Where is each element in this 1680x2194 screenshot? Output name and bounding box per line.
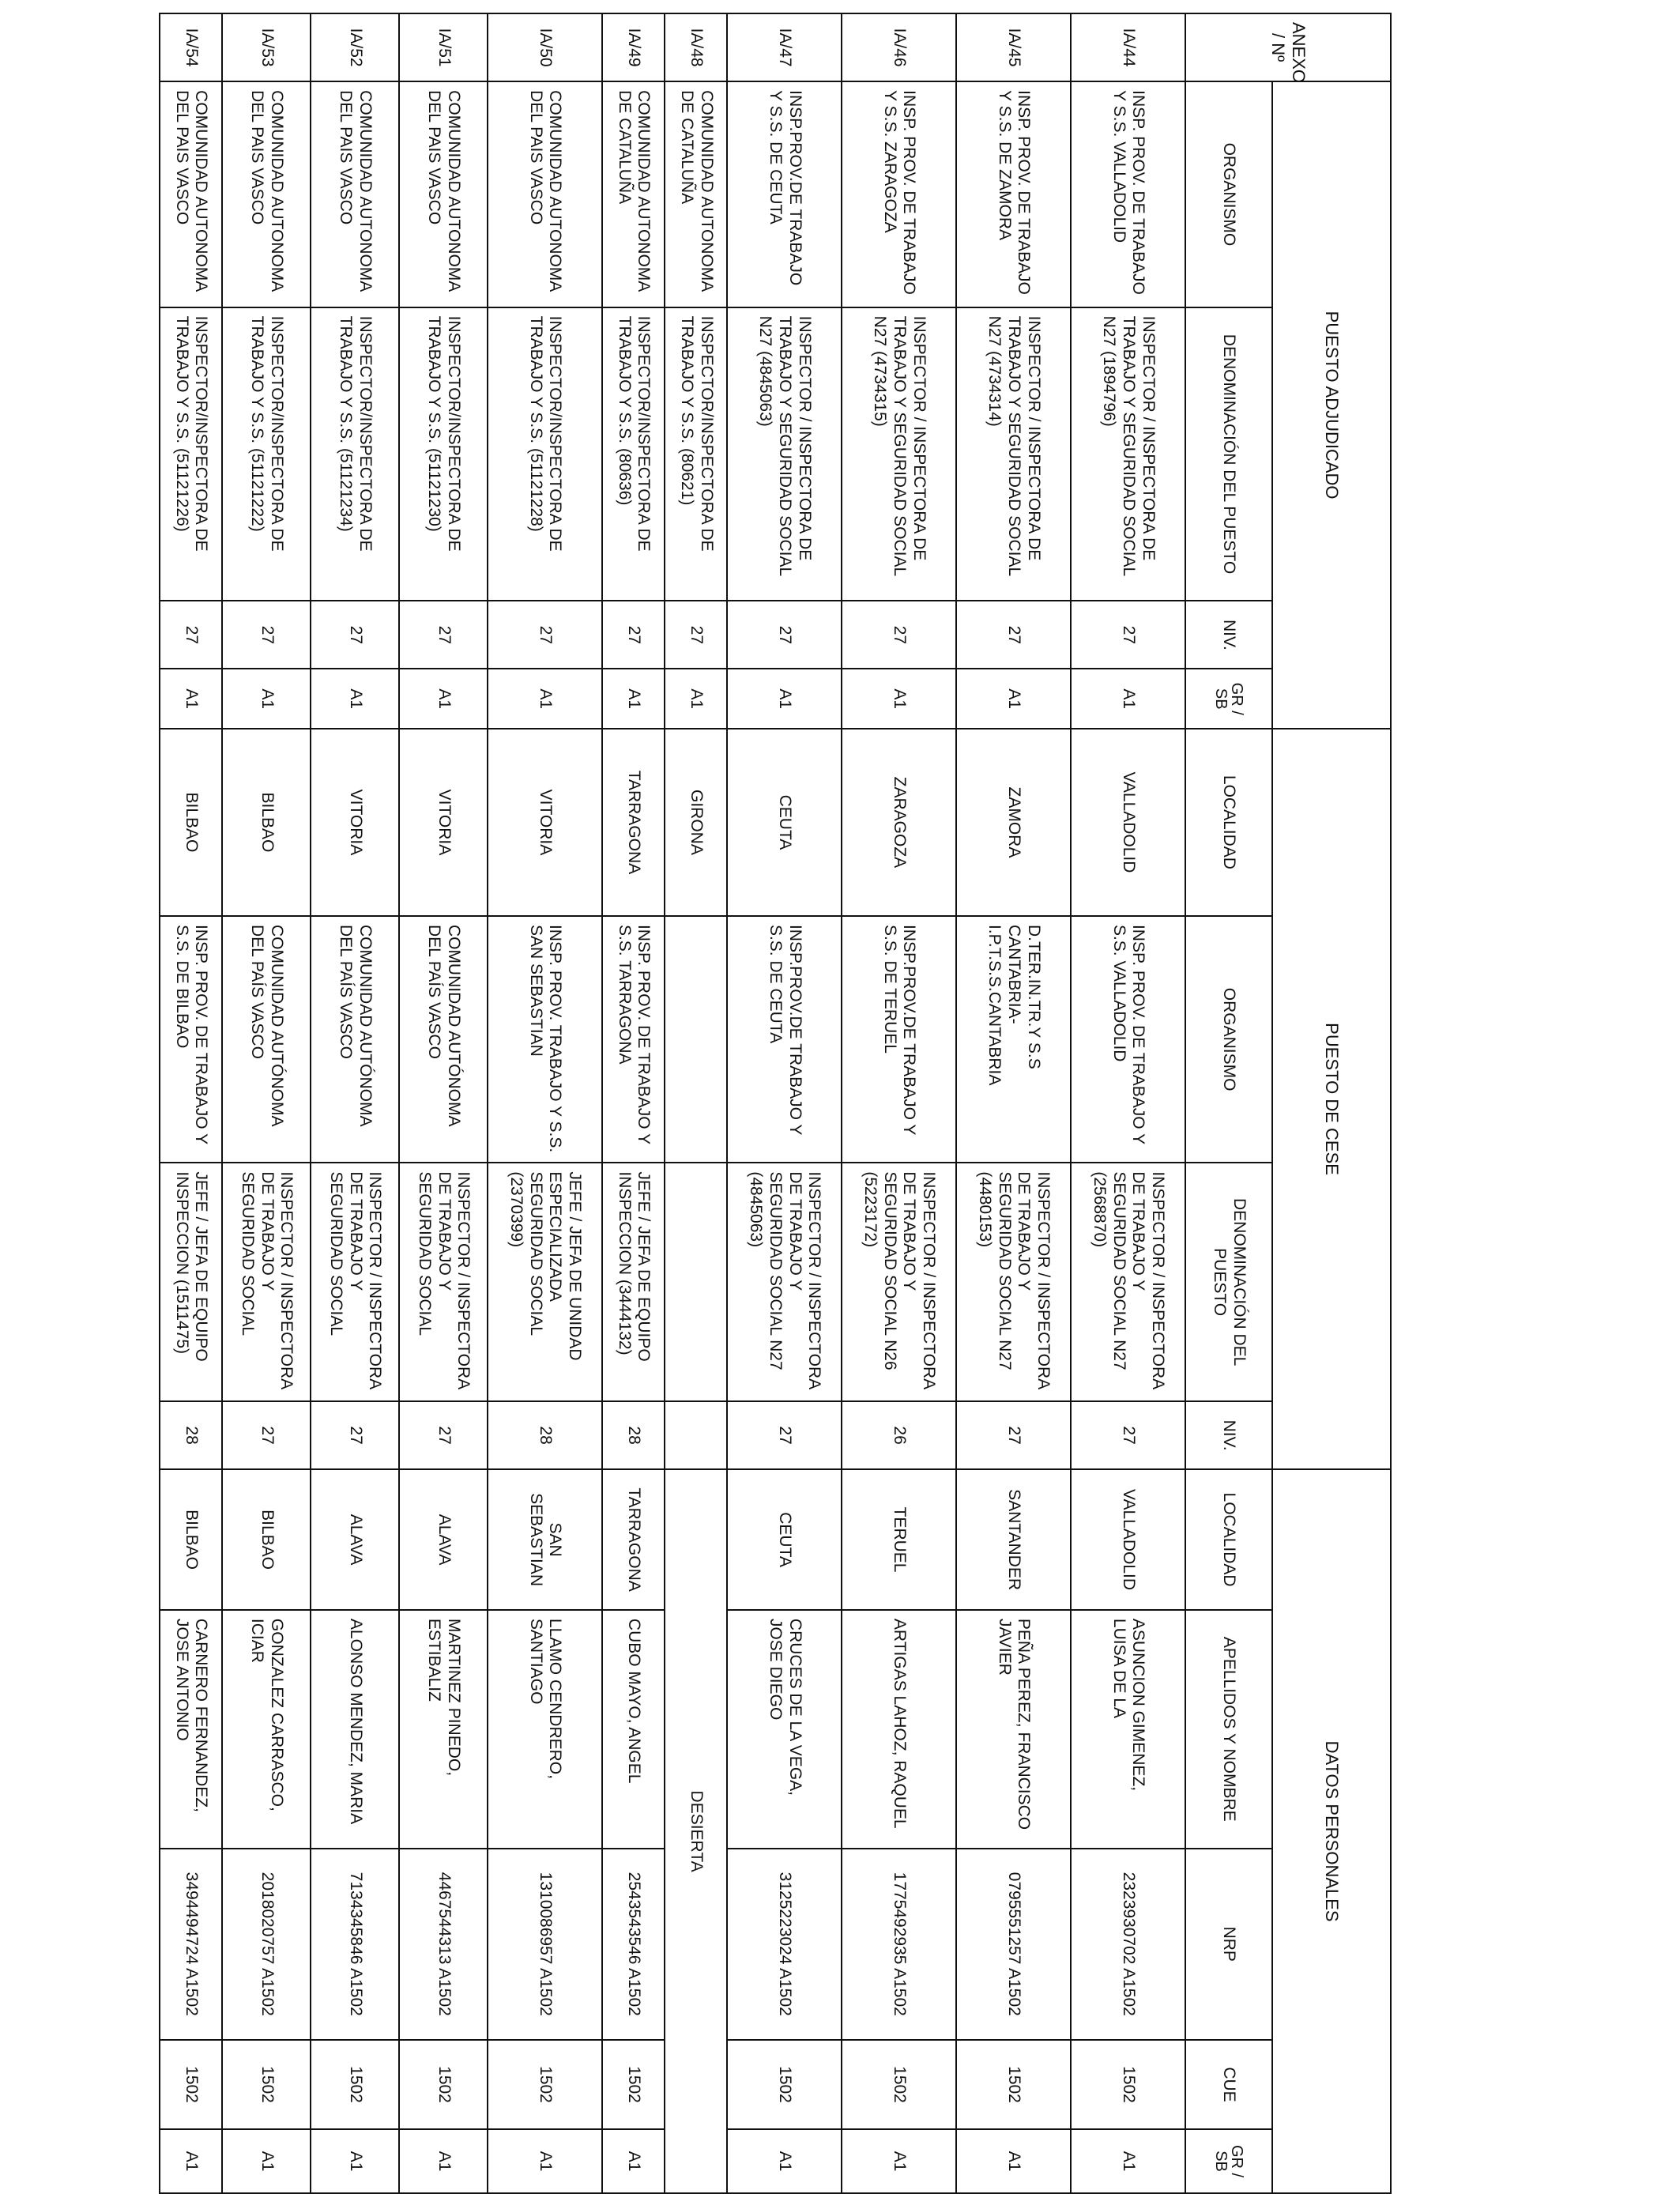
anexo-cell: IA/51 <box>399 13 488 81</box>
pers-grsb-cell: A1 <box>842 2129 956 2193</box>
cese-denominacion-cell: INSPECTOR / INSPECTORA DE TRABAJO Y SEGURIDAD SOCIAL <box>222 1163 311 1401</box>
puesto-cese-header: PUESTO DE CESE <box>1272 729 1391 1469</box>
col-adj-niv: NIV. <box>1185 601 1272 669</box>
table-row <box>956 13 1071 2193</box>
pers-grsb-cell: A1 <box>222 2129 311 2193</box>
pers-nrp-cell: 0795551257 A1502 <box>956 1849 1071 2040</box>
col-pers-nombre: APELLIDOS Y NOMBRE <box>1185 1610 1272 1849</box>
pers-nombre-cell: ALONSO MENDEZ, MARIA <box>311 1610 399 1849</box>
cese-niv-cell: 27 <box>399 1401 488 1469</box>
cese-denominacion-cell: INSPECTOR / INSPECTORA DE TRABAJO Y SEGURIDAD SOCIAL N27 (4845063) <box>727 1163 842 1401</box>
pers-nrp-cell: 1310086957 A1502 <box>488 1849 602 2040</box>
cese-organismo-cell: INSP. PROV. TRABAJO Y S.S. SAN SEBASTIAN <box>488 916 602 1163</box>
pers-localidad-cell: SAN SEBASTIAN <box>488 1469 602 1610</box>
anexo-cell: IA/49 <box>602 13 665 81</box>
col-cese-niv: NIV. <box>1185 1401 1272 1469</box>
pers-nrp-cell: 2543543546 A1502 <box>602 1849 665 2040</box>
pers-nombre-cell: PEÑA PEREZ, FRANCISCO JAVIER <box>956 1610 1071 1849</box>
cese-niv-cell <box>665 1401 727 1469</box>
cese-localidad-cell: VITORIA <box>399 729 488 916</box>
col-adj-denominacion: DENOMINACIÓN DEL PUESTO <box>1185 307 1272 601</box>
adj-grsb-cell: A1 <box>160 669 222 728</box>
cese-organismo-cell: INSP. PROV. DE TRABAJO Y S.S. DE BILBAO <box>160 916 222 1163</box>
adj-organismo-cell: COMUNIDAD AUTONOMA DE CATALUÑA <box>665 81 727 307</box>
adj-niv-cell: 27 <box>842 601 956 669</box>
pers-cue-cell: 1502 <box>488 2040 602 2129</box>
cese-denominacion-cell: JEFE / JEFA DE EQUIPO INSPECCION (1511475) <box>160 1163 222 1401</box>
pers-localidad-cell: TERUEL <box>842 1469 956 1610</box>
adj-organismo-cell: COMUNIDAD AUTONOMA DEL PAIS VASCO <box>399 81 488 307</box>
col-cese-organismo: ORGANISMO <box>1185 916 1272 1163</box>
adj-grsb-cell: A1 <box>1071 669 1185 728</box>
desierta-cell: DESIERTA <box>665 1469 727 2193</box>
adj-denominacion-cell: INSPECTOR/INSPECTORA DE TRABAJO Y S.S. (80636) <box>602 307 665 601</box>
cese-denominacion-cell: INSPECTOR / INSPECTORA DE TRABAJO Y SEGURIDAD SOCIAL N27 (2568870) <box>1071 1163 1185 1401</box>
pers-localidad-cell: ALAVA <box>311 1469 399 1610</box>
adj-niv-cell: 27 <box>399 601 488 669</box>
pers-cue-cell: 1502 <box>956 2040 1071 2129</box>
pers-localidad-cell: BILBAO <box>160 1469 222 1610</box>
pers-nombre-cell: LLAMO CENDRERO, SANTIAGO <box>488 1610 602 1849</box>
pers-grsb-cell: A1 <box>727 2129 842 2193</box>
pers-cue-cell: 1502 <box>602 2040 665 2129</box>
table-row <box>160 13 222 2193</box>
table-row <box>399 13 488 2193</box>
cese-denominacion-cell: JEFE / JEFA DE UNIDAD ESPECIALIZADA SEGURIDAD SOCIAL (2370399) <box>488 1163 602 1401</box>
pers-nombre-cell: CARNERO FERNANDEZ, JOSE ANTONIO <box>160 1610 222 1849</box>
cese-localidad-cell: TARRAGONA <box>602 729 665 916</box>
adj-grsb-cell: A1 <box>488 669 602 728</box>
pers-cue-cell: 1502 <box>399 2040 488 2129</box>
cese-niv-cell: 27 <box>956 1401 1071 1469</box>
adj-denominacion-cell: INSPECTOR/INSPECTORA DE TRABAJO Y S.S. (51121230) <box>399 307 488 601</box>
adj-grsb-cell: A1 <box>222 669 311 728</box>
cese-denominacion-cell: INSPECTOR / INSPECTORA DE TRABAJO Y SEGURIDAD SOCIAL <box>311 1163 399 1401</box>
adj-denominacion-cell: INSPECTOR/INSPECTORA DE TRABAJO Y S.S. (80621) <box>665 307 727 601</box>
cese-niv-cell: 27 <box>311 1401 399 1469</box>
adj-organismo-cell: COMUNIDAD AUTONOMA DEL PAIS VASCO <box>160 81 222 307</box>
adj-organismo-cell: COMUNIDAD AUTONOMA DEL PAIS VASCO <box>488 81 602 307</box>
pers-localidad-cell: SANTANDER <box>956 1469 1071 1610</box>
puesto-adjudicado-header: PUESTO ADJUDICADO <box>1272 81 1391 729</box>
table-row <box>488 13 602 2193</box>
pers-nombre-cell: CRUCES DE LA VEGA, JOSE DIEGO <box>727 1610 842 1849</box>
anexo-cell: IA/45 <box>956 13 1071 81</box>
cese-organismo-cell: INSP. PROV. DE TRABAJO Y S.S. VALLADOLID <box>1071 916 1185 1163</box>
anexo-cell: IA/54 <box>160 13 222 81</box>
pers-localidad-cell: ALAVA <box>399 1469 488 1610</box>
adj-denominacion-cell: INSPECTOR / INSPECTORA DE TRABAJO Y SEGURIDAD SOCIAL N27 (4734314) <box>956 307 1071 601</box>
pers-nombre-cell: GONZALEZ CARRASCO, ICIAR <box>222 1610 311 1849</box>
adj-grsb-cell: A1 <box>399 669 488 728</box>
pers-nombre-cell: MARTINEZ PINEDO, ESTIBALIZ <box>399 1610 488 1849</box>
adj-organismo-cell: INSP. PROV. DE TRABAJO Y S.S. ZARAGOZA <box>842 81 956 307</box>
cese-niv-cell: 27 <box>1071 1401 1185 1469</box>
pers-cue-cell: 1502 <box>160 2040 222 2129</box>
cese-localidad-cell: CEUTA <box>727 729 842 916</box>
anexo-cell: IA/52 <box>311 13 399 81</box>
cese-denominacion-cell <box>665 1163 727 1401</box>
pers-nrp-cell: 1775492935 A1502 <box>842 1849 956 2040</box>
adj-grsb-cell: A1 <box>842 669 956 728</box>
pers-cue-cell: 1502 <box>311 2040 399 2129</box>
adj-niv-cell: 27 <box>1071 601 1185 669</box>
pers-cue-cell: 1502 <box>222 2040 311 2129</box>
pers-grsb-cell: A1 <box>311 2129 399 2193</box>
pers-nrp-cell: 2018020757 A1502 <box>222 1849 311 2040</box>
adj-niv-cell: 27 <box>727 601 842 669</box>
anexo-cell: IA/46 <box>842 13 956 81</box>
cese-niv-cell: 27 <box>222 1401 311 1469</box>
cese-organismo-cell: COMUNIDAD AUTÓNOMA DEL PAÍS VASCO <box>311 916 399 1163</box>
adj-organismo-cell: COMUNIDAD AUTONOMA DE CATALUÑA <box>602 81 665 307</box>
pers-nrp-cell: 4467544313 A1502 <box>399 1849 488 2040</box>
adj-organismo-cell: INSP. PROV. DE TRABAJO Y S.S. DE ZAMORA <box>956 81 1071 307</box>
adj-organismo-cell: INSP.PROV.DE TRABAJO Y S.S. DE CEUTA <box>727 81 842 307</box>
pers-grsb-cell: A1 <box>1071 2129 1185 2193</box>
cese-organismo-cell: COMUNIDAD AUTÓNOMA DEL PAÍS VASCO <box>222 916 311 1163</box>
table-row <box>1071 13 1185 2193</box>
pers-grsb-cell: A1 <box>160 2129 222 2193</box>
pers-grsb-cell: A1 <box>956 2129 1071 2193</box>
col-pers-localidad: LOCALIDAD <box>1185 1469 1272 1610</box>
col-cese-localidad: LOCALIDAD <box>1185 729 1272 916</box>
adj-organismo-cell: INSP. PROV. DE TRABAJO Y S.S. VALLADOLID <box>1071 81 1185 307</box>
cese-localidad-cell: ZAMORA <box>956 729 1071 916</box>
col-adj-organismo: ORGANISMO <box>1185 81 1272 307</box>
cese-organismo-cell: INSP. PROV. DE TRABAJO Y S.S. TARRAGONA <box>602 916 665 1163</box>
pers-nrp-cell: 7134345846 A1502 <box>311 1849 399 2040</box>
cese-organismo-cell: COMUNIDAD AUTÓNOMA DEL PAÍS VASCO <box>399 916 488 1163</box>
cese-localidad-cell: VALLADOLID <box>1071 729 1185 916</box>
adj-niv-cell: 27 <box>602 601 665 669</box>
pers-localidad-cell: CEUTA <box>727 1469 842 1610</box>
table-row <box>602 13 665 2193</box>
cese-niv-cell: 26 <box>842 1401 956 1469</box>
adj-grsb-cell: A1 <box>311 669 399 728</box>
adj-grsb-cell: A1 <box>602 669 665 728</box>
cese-localidad-cell: ZARAGOZA <box>842 729 956 916</box>
pers-cue-cell: 1502 <box>842 2040 956 2129</box>
anexo-cell: IA/44 <box>1071 13 1185 81</box>
adj-denominacion-cell: INSPECTOR/INSPECTORA DE TRABAJO Y S.S. (51121226) <box>160 307 222 601</box>
pers-grsb-cell: A1 <box>488 2129 602 2193</box>
pers-nrp-cell: 3494494724 A1502 <box>160 1849 222 2040</box>
adj-grsb-cell: A1 <box>727 669 842 728</box>
table-row <box>311 13 399 2193</box>
adj-grsb-cell: A1 <box>665 669 727 728</box>
cese-denominacion-cell: INSPECTOR / INSPECTORA DE TRABAJO Y SEGURIDAD SOCIAL <box>399 1163 488 1401</box>
rotated-page <box>159 13 1392 2194</box>
anexo-cell: IA/50 <box>488 13 602 81</box>
anexo-header: ANEXO / Nº <box>1185 13 1391 81</box>
cese-localidad-cell: GIRONA <box>665 729 727 916</box>
col-adj-grsb: GR / SB <box>1185 669 1272 728</box>
adj-denominacion-cell: INSPECTOR/INSPECTORA DE TRABAJO Y S.S. (51121222) <box>222 307 311 601</box>
col-pers-grsb: GR / SB <box>1185 2129 1272 2193</box>
adj-niv-cell: 27 <box>488 601 602 669</box>
adj-denominacion-cell: INSPECTOR / INSPECTORA DE TRABAJO Y SEGURIDAD SOCIAL N27 (4845063) <box>727 307 842 601</box>
cese-denominacion-cell: JEFE / JEFA DE EQUIPO INSPECCION (3444132) <box>602 1163 665 1401</box>
cese-niv-cell: 28 <box>160 1401 222 1469</box>
pers-nombre-cell: CUBO MAYO, ANGEL <box>602 1610 665 1849</box>
table-row <box>222 13 311 2193</box>
adj-niv-cell: 27 <box>222 601 311 669</box>
cese-organismo-cell: INSP.PROV.DE TRABAJO Y S.S. DE TERUEL <box>842 916 956 1163</box>
anexo-cell: IA/48 <box>665 13 727 81</box>
table-row <box>665 13 727 2193</box>
adj-denominacion-cell: INSPECTOR/INSPECTORA DE TRABAJO Y S.S. (51121234) <box>311 307 399 601</box>
col-pers-cue: CUE <box>1185 2040 1272 2129</box>
cese-organismo-cell <box>665 916 727 1163</box>
cese-denominacion-cell: INSPECTOR / INSPECTORA DE TRABAJO Y SEGURIDAD SOCIAL N27 (4480153) <box>956 1163 1071 1401</box>
adj-denominacion-cell: INSPECTOR / INSPECTORA DE TRABAJO Y SEGURIDAD SOCIAL N27 (4734315) <box>842 307 956 601</box>
pers-cue-cell: 1502 <box>727 2040 842 2129</box>
datos-personales-header: DATOS PERSONALES <box>1272 1469 1391 2193</box>
adj-niv-cell: 27 <box>311 601 399 669</box>
col-cese-denominacion: DENOMINACIÓN DEL PUESTO <box>1185 1163 1272 1401</box>
cese-niv-cell: 27 <box>727 1401 842 1469</box>
table-row <box>727 13 842 2193</box>
pers-cue-cell: 1502 <box>1071 2040 1185 2129</box>
cese-localidad-cell: VITORIA <box>311 729 399 916</box>
cese-niv-cell: 28 <box>488 1401 602 1469</box>
adj-grsb-cell: A1 <box>956 669 1071 728</box>
adj-denominacion-cell: INSPECTOR / INSPECTORA DE TRABAJO Y SEGURIDAD SOCIAL N27 (1894796) <box>1071 307 1185 601</box>
pers-nombre-cell: ARTIGAS LAHOZ, RAQUEL <box>842 1610 956 1849</box>
anexo-cell: IA/47 <box>727 13 842 81</box>
adj-niv-cell: 27 <box>160 601 222 669</box>
pers-nrp-cell: 3125223024 A1502 <box>727 1849 842 2040</box>
cese-localidad-cell: BILBAO <box>222 729 311 916</box>
adj-organismo-cell: COMUNIDAD AUTONOMA DEL PAIS VASCO <box>222 81 311 307</box>
pers-grsb-cell: A1 <box>602 2129 665 2193</box>
pers-grsb-cell: A1 <box>399 2129 488 2193</box>
col-pers-nrp: NRP <box>1185 1849 1272 2040</box>
cese-organismo-cell: D.TER.IN.TR.Y S.S CANTABRIA-I.P.T.S.S.CANTABRIA <box>956 916 1071 1163</box>
cese-niv-cell: 28 <box>602 1401 665 1469</box>
cese-localidad-cell: VITORIA <box>488 729 602 916</box>
pers-localidad-cell: TARRAGONA <box>602 1469 665 1610</box>
cese-organismo-cell: INSP.PROV.DE TRABAJO Y S.S. DE CEUTA <box>727 916 842 1163</box>
pers-nrp-cell: 2323930702 A1502 <box>1071 1849 1185 2040</box>
adj-denominacion-cell: INSPECTOR/INSPECTORA DE TRABAJO Y S.S. (51121228) <box>488 307 602 601</box>
adj-niv-cell: 27 <box>956 601 1071 669</box>
cese-localidad-cell: BILBAO <box>160 729 222 916</box>
anexo-cell: IA/53 <box>222 13 311 81</box>
adjudication-table <box>159 13 1392 2194</box>
pers-localidad-cell: VALLADOLID <box>1071 1469 1185 1610</box>
cese-denominacion-cell: INSPECTOR / INSPECTORA DE TRABAJO Y SEGURIDAD SOCIAL N26 (5223172) <box>842 1163 956 1401</box>
adj-niv-cell: 27 <box>665 601 727 669</box>
adj-organismo-cell: COMUNIDAD AUTONOMA DEL PAIS VASCO <box>311 81 399 307</box>
table-row <box>842 13 956 2193</box>
pers-nombre-cell: ASUNCION GIMENEZ, LUISA DE LA <box>1071 1610 1185 1849</box>
pers-localidad-cell: BILBAO <box>222 1469 311 1610</box>
